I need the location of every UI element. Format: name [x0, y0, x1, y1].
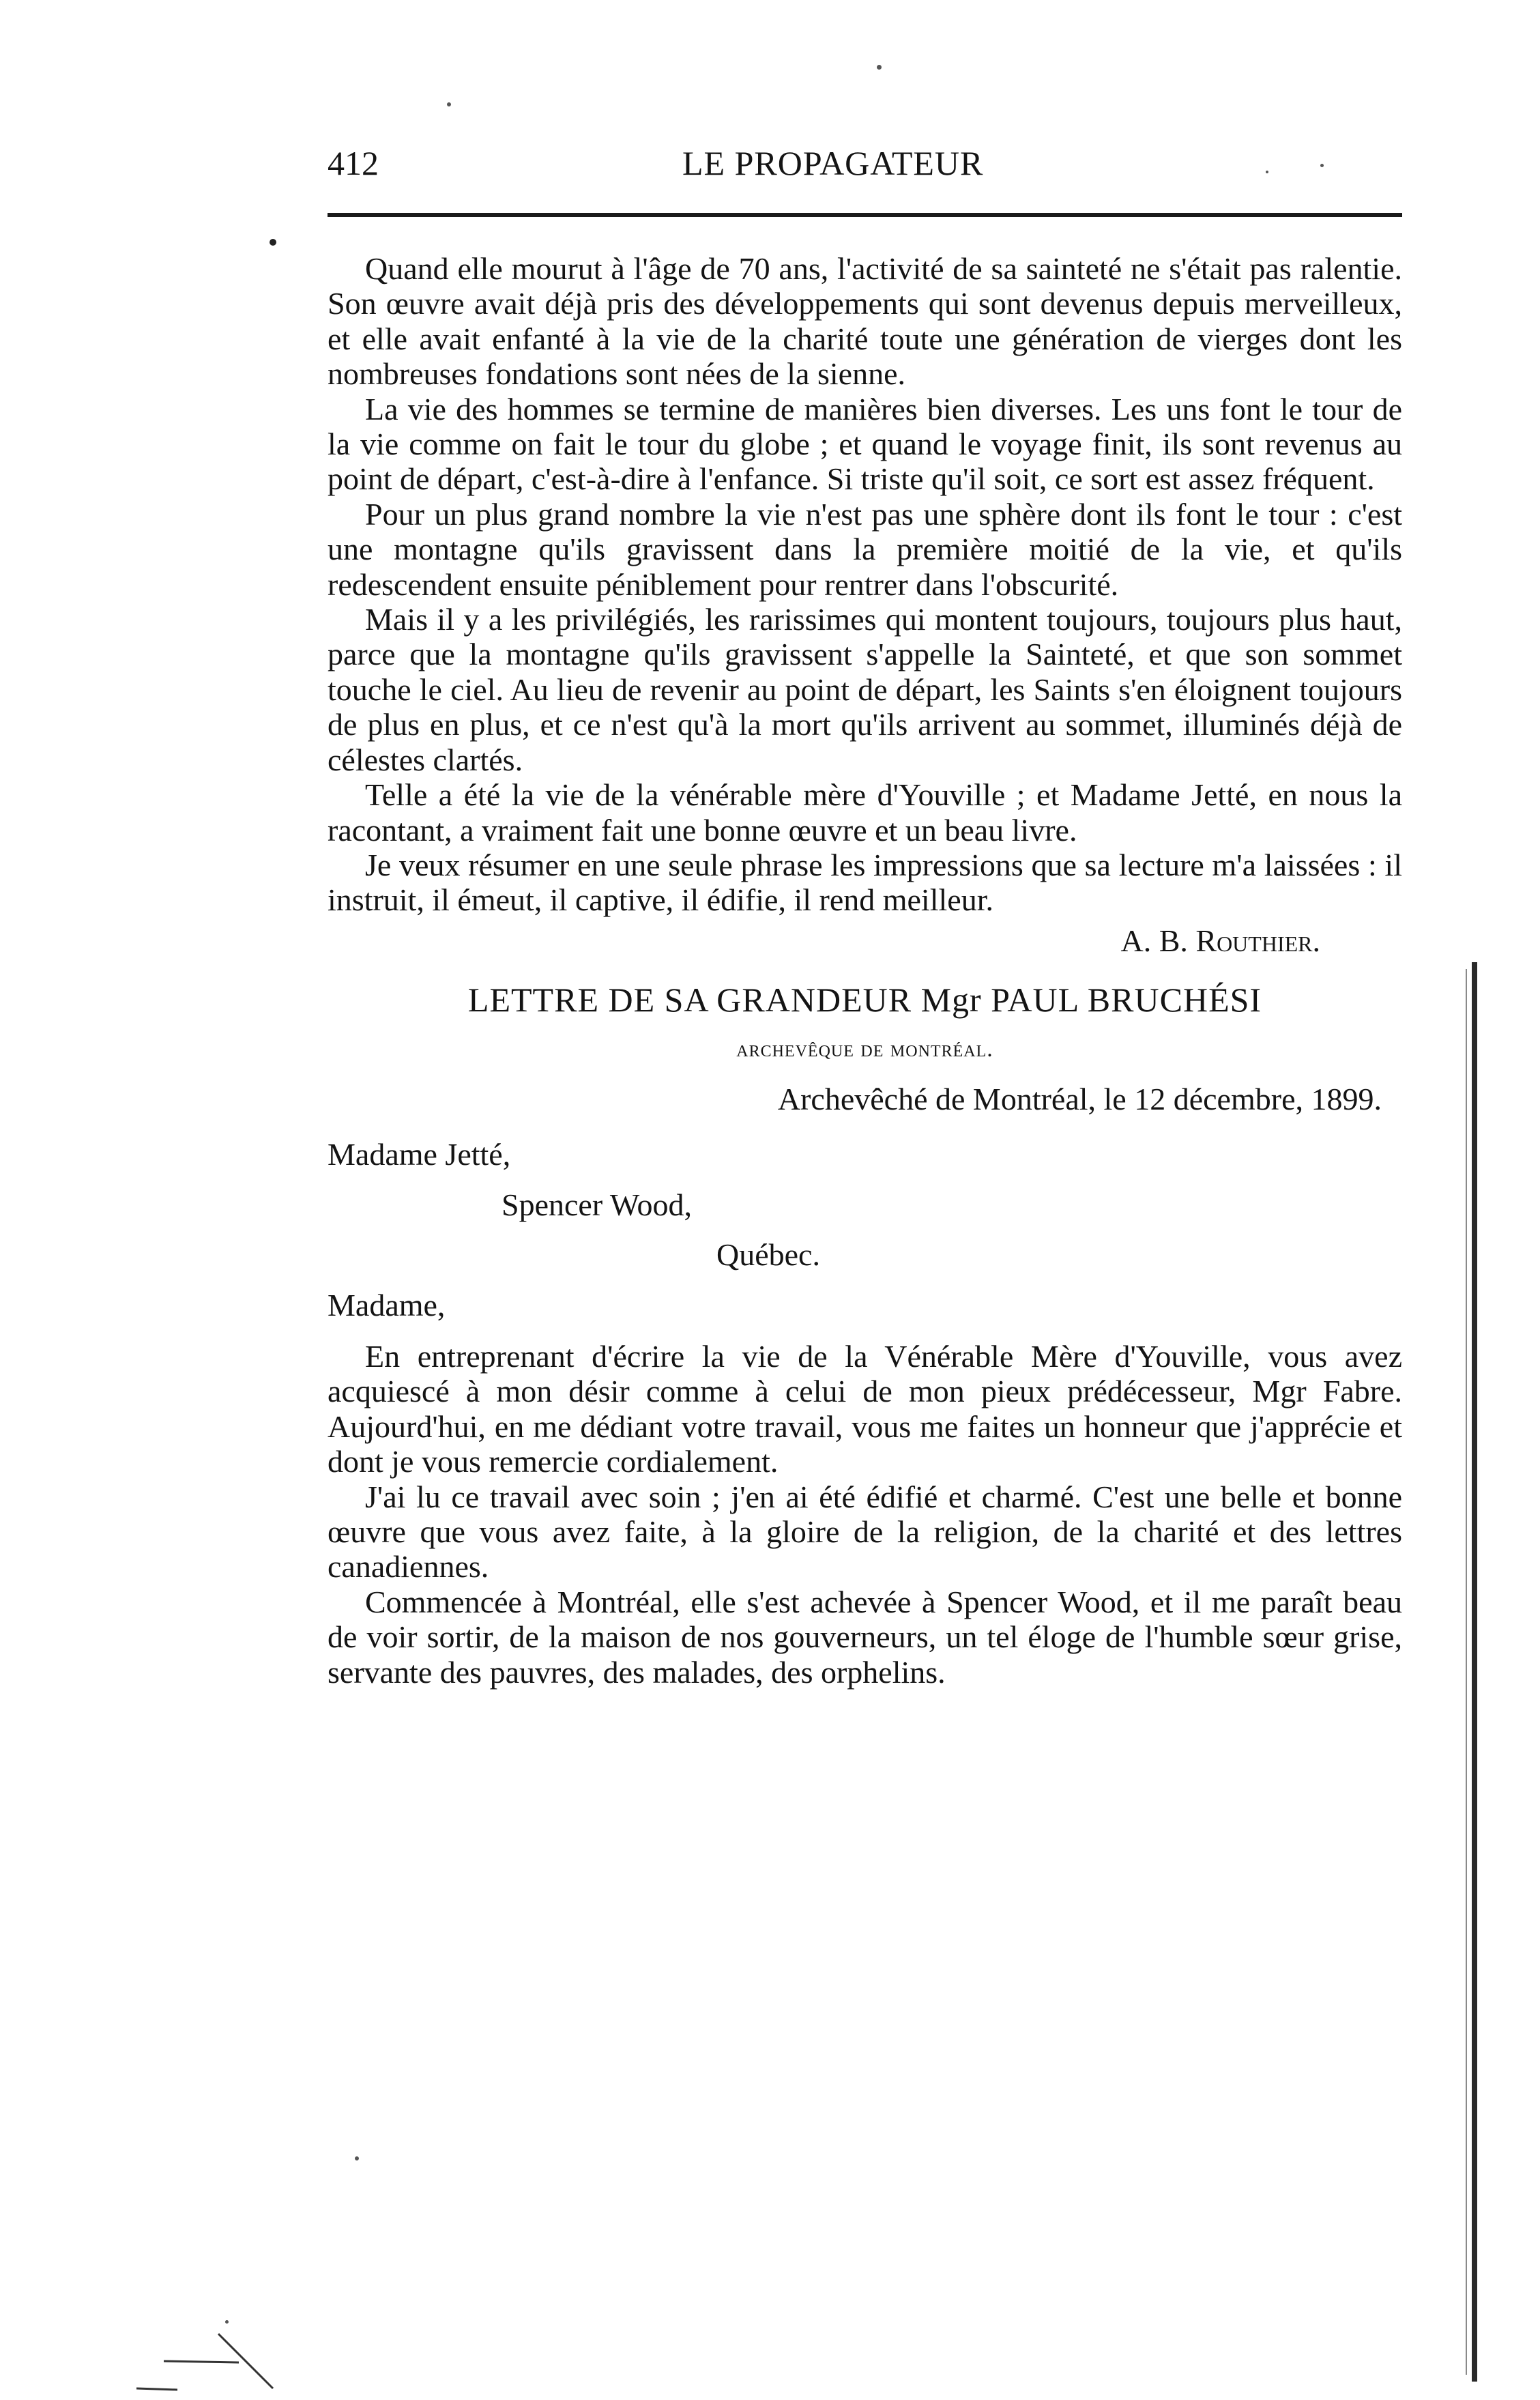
letter-salutation: Madame,: [328, 1287, 446, 1322]
letter-dateline: Archevêché de Montréal, le 12 décembre, 1899.: [777, 1081, 1382, 1116]
print-speck: [1266, 171, 1268, 173]
running-head: [0, 143, 1540, 191]
paragraph: Je veux résumer en une seule phrase les impressions que sa lecture m'a laissées : il instruit, il émeut, il captive, il édifie, il rend meilleur.: [328, 847, 1402, 918]
address-line: Madame Jetté,: [328, 1137, 511, 1172]
letter-paragraph: Commencée à Montréal, elle s'est achevée à Spencer Wood, et il me paraît beau de voir sortir, de la maison de nos gouverneurs, un tel éloge de l'humble sœur grise, servante des pauvres, des malades, des orphelins.: [328, 1584, 1402, 1690]
print-speck: [1320, 164, 1324, 167]
scan-mark-lines: [136, 2286, 314, 2395]
paragraph: Telle a été la vie de la vénérable mère d'Youville ; et Madame Jetté, en nous la racontant, a vraiment fait une bonne œuvre et un beau livre.: [328, 777, 1402, 848]
page-body: [328, 251, 1402, 1690]
binding-edge-shadow: [1472, 962, 1477, 2382]
letter-paragraph: En entreprenant d'écrire la vie de la Vénérable Mère d'Youville, vous avez acquiescé à mon désir comme à celui de mon pieux prédécesseur, Mgr Fabre. Aujourd'hui, en me dédiant votre travail, vous me faites un honneur que j'apprécie et dont je vous remercie cordialement.: [328, 1338, 1402, 1479]
binding-edge-line: [1466, 969, 1467, 2375]
print-speck: [270, 239, 276, 246]
signature-text: A. B. Routhier.: [1120, 923, 1320, 958]
paragraph: La vie des hommes se termine de manières bien diverses. Les uns font le tour de la vie comme on fait le tour du globe ; et quand le voyage finit, ils sont revenus au point de départ, c'est-à-dire à l'enfance. Si triste qu'il soit, ce sort est assez fréquent.: [328, 391, 1402, 497]
paragraph: Mais il y a les privilégiés, les rarissimes qui montent toujours, toujours plus haut, parce que la montagne qu'ils gravissent s'appelle la Sainteté, et que son sommet touche le ciel. Au lieu de revenir au point de départ, les Saints s'en éloignent toujours de plus en plus, et ce n'est qu'à la mort qu'ils arrivent au sommet, illuminés déjà de célestes clartés.: [328, 602, 1402, 777]
print-speck: [877, 65, 882, 70]
address-line: Québec.: [716, 1237, 820, 1273]
page-number: 412: [328, 144, 379, 182]
paragraph: Pour un plus grand nombre la vie n'est pas une sphère dont ils font le tour : c'est une montagne qu'ils gravissent dans la première moitié de la vie, et qu'ils redescendent ensuite péniblement pour rentrer dans l'obscurité.: [328, 496, 1402, 602]
letter-paragraph: J'ai lu ce travail avec soin ; j'en ai été édifié et charmé. C'est une belle et bonne œuvre que vous avez faite, à la gloire de la religion, de la charité et des lettres canadiennes.: [328, 1479, 1402, 1585]
print-speck: [447, 102, 451, 106]
signature: [328, 923, 1320, 958]
print-speck: [355, 2156, 359, 2160]
header-rule: [328, 213, 1402, 217]
running-title: LE PROPAGATEUR: [682, 144, 984, 182]
address-line: Spencer Wood,: [502, 1187, 693, 1222]
paragraph: Quand elle mourut à l'âge de 70 ans, l'activité de sa sainteté ne s'était pas ralentie. Son œuvre avait déjà pris des développements qui sont devenus depuis merveilleux, et elle avait enfanté à la vie de la charité toute une génération de vierges dont les nombreuses fondations sont nées de la sienne.: [328, 251, 1402, 392]
letter-subtitle: archevêque de montréal.: [736, 1036, 993, 1062]
letter-title: LETTRE DE SA GRANDEUR Mgr PAUL BRUCHÉSI: [467, 981, 1262, 1020]
